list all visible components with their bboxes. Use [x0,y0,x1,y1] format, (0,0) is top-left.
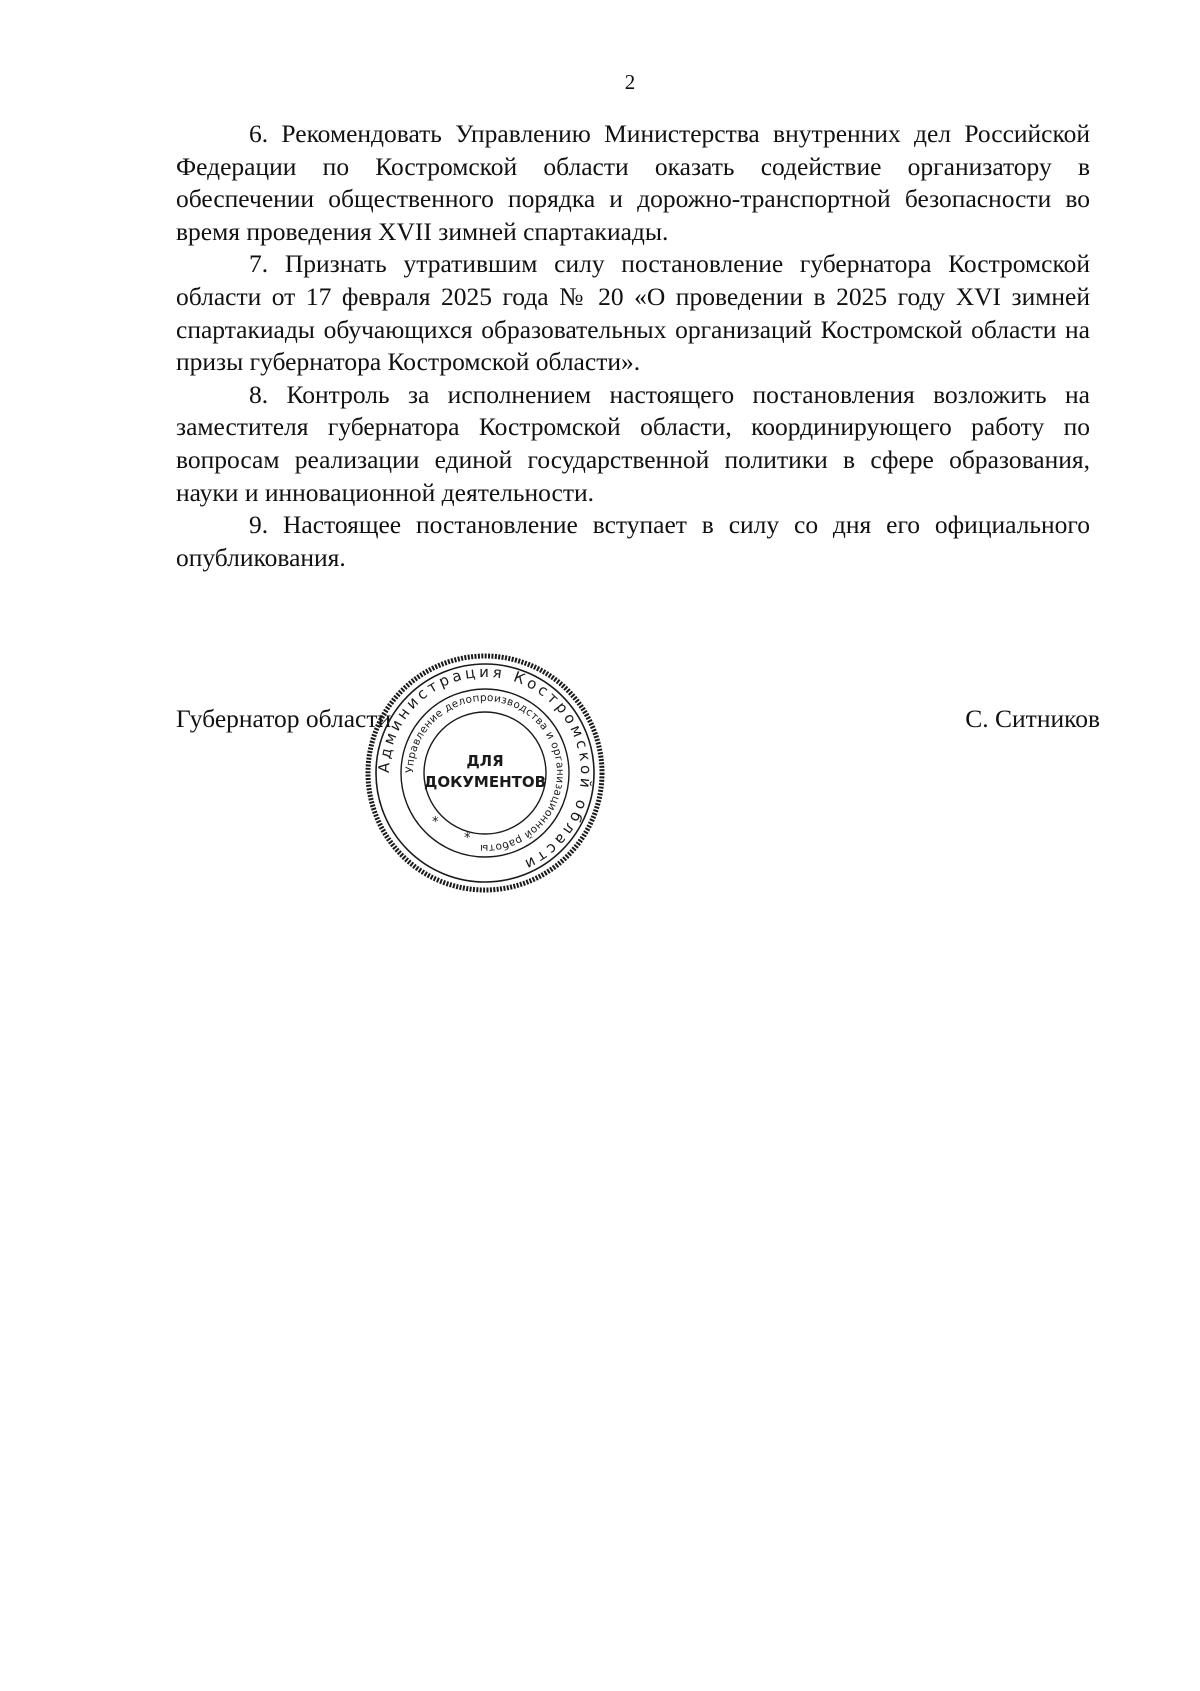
seal-graphic [362,650,608,896]
official-seal [362,650,608,896]
seal-inner-ring-text: Управление делопроизводства и организационной работы [403,691,567,855]
seal-center-line-2: ДОКУМЕНТОВ [423,773,547,791]
paragraph-8: 8. Контроль за исполнением настоящего постановления возложить на заместителя губернатора Костромской области, координирующего работу по вопросам реализации единой государственной политики в сфере образования, науки и инновационной деятельности. [176,379,1090,507]
signatory-name: С. Ситников [965,704,1100,733]
seal-star-icon: * [432,815,439,830]
signatory-position: Губернатор области [176,704,392,733]
paragraph-6: 6. Рекомендовать Управлению Министерства внутренних дел Российской Федерации по Костромской области оказать содействие организатору в обеспечении общественного порядка и дорожно-транспортной безопасности во время проведения XVII зимней спартакиады. [176,119,1090,246]
seal-outer-ring-text: Администрация Костромской области [374,662,596,875]
seal-star-icon: * [464,831,471,846]
paragraph-7: 7. Признать утратившим силу постановление губернатора Костромской области от 17 февраля 2025 года № 20 «О проведении в 2025 году XVI зимней спартакиады обучающихся образовательных организаций Костромской области на призы губернатора Костромской области». [176,249,1090,377]
page-number: 2 [624,70,636,94]
seal-center-line-1: ДЛЯ [466,752,504,770]
paragraph-9: 9. Настоящее постановление вступает в силу со дня его официального опубликования. [176,510,1090,572]
document-body [176,118,1090,574]
